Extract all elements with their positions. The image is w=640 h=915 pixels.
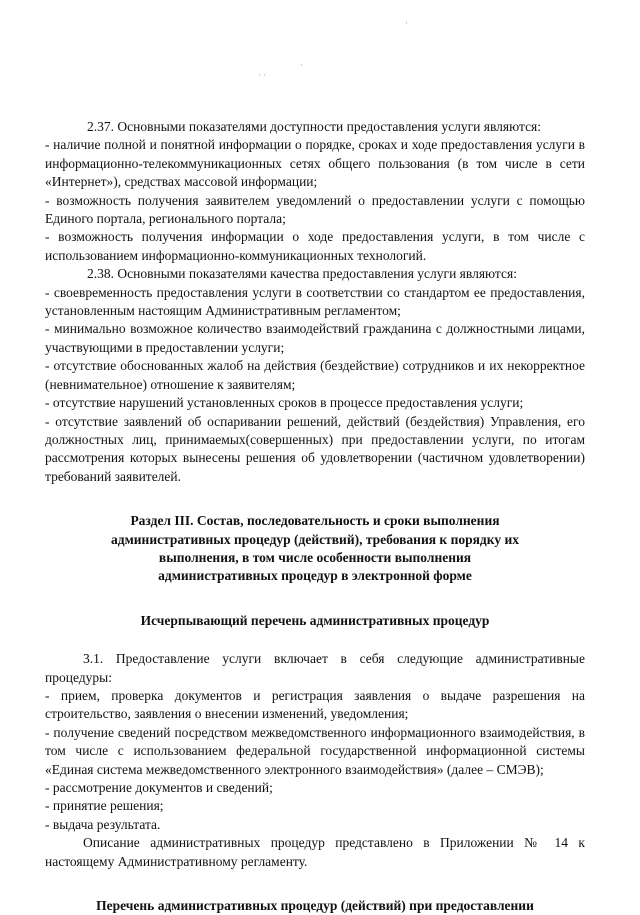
heading-line: административных процедур (действий), требования к порядку их: [111, 531, 519, 547]
list-item: - отсутствие обоснованных жалоб на действия (бездействие) сотрудников и их некорректное (невнимательное) отношение к заявителям;: [45, 358, 585, 392]
paragraph-appendix: Описание административных процедур представлено в Приложении № 14 к настоящему Административному регламенту.: [45, 835, 585, 869]
section-3-heading: [45, 512, 585, 586]
list-item: - принятие решения;: [45, 798, 164, 814]
heading-line: административных процедур в электронной форме: [158, 568, 472, 584]
list-item: - прием, проверка документов и регистрация заявления о выдаче разрешения на строительство, заявления о внесении изменений, уведомления;: [45, 687, 585, 722]
next-section-heading: Перечень административных процедур (действий) при предоставлении: [96, 898, 534, 914]
list-item: - наличие полной и понятной информации о порядке, сроках и ходе предоставления услуги в информационно-телекоммуникационных сетях общего пользования (в том числе в сети «Интернет»), средствах массовой информации;: [45, 137, 585, 190]
subheading-procedures: Исчерпывающий перечень административных процедур: [140, 612, 490, 628]
document-page: [45, 118, 585, 915]
list-item: - выдача результата.: [45, 816, 161, 832]
list-item: - рассмотрение документов и сведений;: [45, 780, 273, 795]
spacer: [45, 871, 585, 897]
list-item: - возможность получения информации о ходе предоставления услуги, в том числе с использованием информационно-коммуникационных технологий.: [45, 229, 585, 263]
scan-speck: · ·: [258, 70, 267, 80]
scan-speck: ·: [405, 18, 408, 28]
spacer: [45, 630, 585, 650]
list-item: - отсутствие заявлений об оспаривании решений, действий (бездействия) Управления, его должностных лиц, принимаемых(совершенных) при предоставлении услуги, по итогам рассмотрения которых вынесены решения об удовлетворении (частичном удовлетворении) требований заявителей.: [45, 413, 585, 484]
list-item: - получение сведений посредством межведомственного информационного взаимодействия, в том числе с использованием федеральной государственной информационной системы «Единая система межведомственного электронного взаимодействия» (далее – СМЭВ);: [45, 724, 585, 777]
heading-line: выполнения, в том числе особенности выполнения: [158, 549, 472, 565]
scan-speck: ·: [300, 60, 303, 70]
paragraph-3-1: 3.1. Предоставление услуги включает в себя следующие административные процедуры:: [45, 651, 585, 685]
paragraph-2-37: 2.37. Основными показателями доступности предоставления услуги являются:: [87, 119, 542, 134]
heading-line: Раздел III. Состав, последовательность и сроки выполнения: [130, 513, 500, 529]
paragraph-2-38: 2.38. Основными показателями качества предоставления услуги являются:: [87, 266, 517, 282]
list-item: - возможность получения заявителем уведомлений о предоставлении услуги с помощью Единого портала, регионального портала;: [45, 192, 585, 227]
list-item: - отсутствие нарушений установленных сроков в процессе предоставления услуги;: [45, 395, 524, 411]
list-item: - минимально возможное количество взаимодействий гражданина с должностными лицами, участвующими в предоставлении услуги;: [45, 321, 585, 355]
list-item: - своевременность предоставления услуги в соответствии со стандартом ее предоставления, установленным настоящим Административным регламентом;: [45, 284, 585, 319]
